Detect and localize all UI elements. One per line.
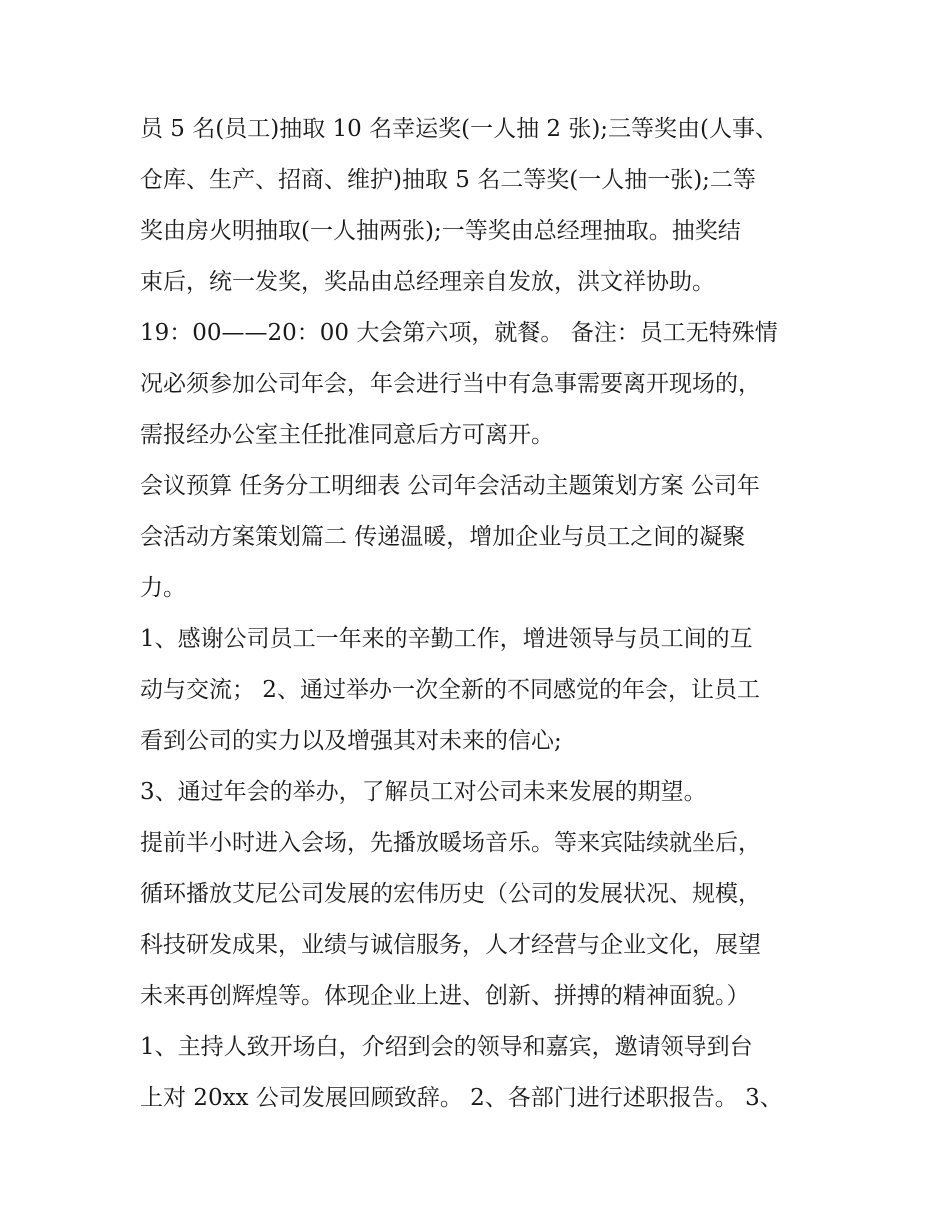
text-line-2: 仓库、生产、招商、维护)抽取 5 名二等奖(一人抽一张);二等 [140, 167, 756, 193]
text-line-10: 力。 [140, 575, 186, 601]
text-line-20: 上对 20xx 公司发展回顾致辞。 2、各部门进行述职报告。 3、 [140, 1085, 783, 1111]
text-line-12: 动与交流； 2、通过举办一次全新的不同感觉的年会，让员工 [140, 677, 760, 703]
text-line-3: 奖由房火明抽取(一人抽两张);一等奖由总经理抽取。抽奖结 [140, 218, 741, 244]
text-line-14: 3、通过年会的举办，了解员工对公司未来发展的期望。 [140, 779, 707, 805]
text-line-17: 科技研发成果，业绩与诚信服务，人才经营与企业文化，展望 [140, 932, 761, 958]
text-line-11: 1、感谢公司员工一年来的辛勤工作，增进领导与员工间的互 [140, 626, 753, 652]
text-line-13: 看到公司的实力以及增强其对未来的信心; [140, 728, 562, 754]
text-line-7: 需报经办公室主任批准同意后方可离开。 [140, 422, 554, 448]
text-line-8: 会议预算 任务分工明细表 公司年会活动主题策划方案 公司年 [140, 473, 760, 499]
text-line-4: 束后，统一发奖，奖品由总经理亲自发放，洪文祥协助。 [140, 269, 715, 295]
text-line-1: 员 5 名(员工)抽取 10 名幸运奖(一人抽 2 张);三等奖由(人事、 [140, 116, 779, 142]
text-line-18: 未来再创辉煌等。体现企业上进、创新、拼搏的精神面貌。） [140, 983, 750, 1009]
text-line-15: 提前半小时进入会场，先播放暖场音乐。等来宾陆续就坐后， [140, 830, 761, 856]
text-line-5: 19：00——20：00 大会第六项，就餐。 备注：员工无特殊情 [140, 320, 778, 346]
text-line-19: 1、主持人致开场白，介绍到会的领导和嘉宾，邀请领导到台 [140, 1034, 753, 1060]
text-line-6: 况必须参加公司年会，年会进行当中有急事需要离开现场的， [140, 371, 761, 397]
document-body [140, 104, 820, 1124]
text-line-9: 会活动方案策划篇二 传递温暖，增加企业与员工之间的凝聚 [140, 524, 746, 550]
text-line-16: 循环播放艾尼公司发展的宏伟历史（公司的发展状况、规模， [140, 881, 761, 907]
